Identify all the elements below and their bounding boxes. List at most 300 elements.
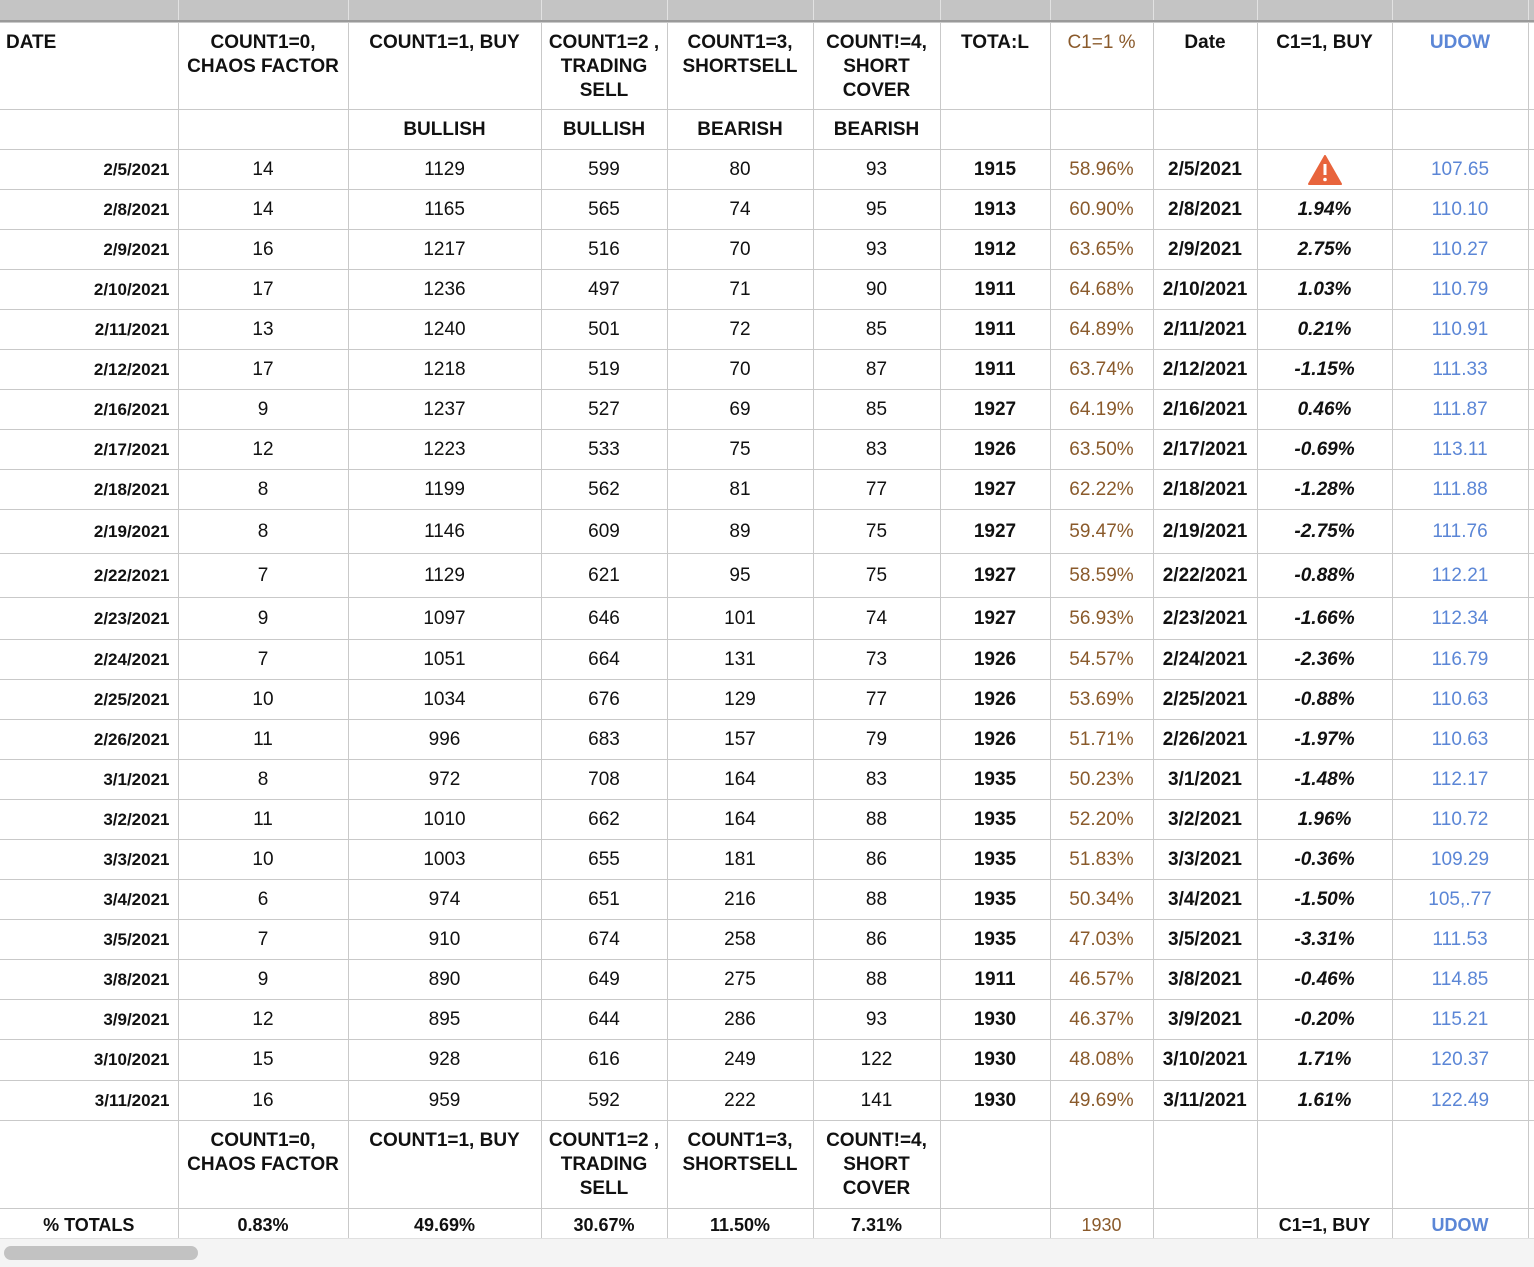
cell-count1[interactable]: 959 [348, 1081, 541, 1121]
cell-c1-pct[interactable]: 59.47% [1050, 510, 1153, 554]
header-date[interactable]: DATE [0, 23, 178, 110]
totals-label[interactable]: % TOTALS [0, 1209, 178, 1249]
cell-c1-pct[interactable]: 58.59% [1050, 554, 1153, 598]
header-extra[interactable] [1528, 23, 1534, 110]
cell-date[interactable]: 3/3/2021 [0, 840, 178, 880]
cell-count0[interactable]: 6 [178, 880, 348, 920]
cell-c1-pct[interactable]: 51.83% [1050, 840, 1153, 880]
cell-count3[interactable]: 258 [667, 920, 813, 960]
cell-c1-buy-change[interactable]: -1.50% [1257, 880, 1392, 920]
cell-count0[interactable]: 17 [178, 270, 348, 310]
cell-c1-buy-change[interactable]: -2.75% [1257, 510, 1392, 554]
cell-c1-buy-change[interactable]: 1.03% [1257, 270, 1392, 310]
cell-date2[interactable]: 2/22/2021 [1153, 554, 1257, 598]
cell-date2[interactable]: 2/11/2021 [1153, 310, 1257, 350]
cell-count2[interactable]: 646 [541, 598, 667, 640]
cell-count1[interactable]: 1236 [348, 270, 541, 310]
subheader-count3[interactable]: BEARISH [667, 110, 813, 150]
cell-count3[interactable]: 286 [667, 1000, 813, 1040]
cell-extra[interactable] [1528, 1000, 1534, 1040]
cell-count4[interactable]: 87 [813, 350, 940, 390]
cell-c1-buy-change[interactable]: -1.28% [1257, 470, 1392, 510]
cell-count4[interactable]: 86 [813, 840, 940, 880]
cell-date[interactable]: 2/12/2021 [0, 350, 178, 390]
cell-count2[interactable]: 649 [541, 960, 667, 1000]
cell-count0[interactable]: 13 [178, 310, 348, 350]
cell-count1[interactable]: 974 [348, 880, 541, 920]
cell-count0[interactable]: 16 [178, 230, 348, 270]
cell-udow[interactable]: 112.17 [1392, 760, 1528, 800]
cell-total[interactable]: 1927 [940, 470, 1050, 510]
cell-date[interactable]: 2/16/2021 [0, 390, 178, 430]
cell-count1[interactable]: 910 [348, 920, 541, 960]
cell-c1-pct[interactable]: 63.65% [1050, 230, 1153, 270]
cell-count4[interactable]: 95 [813, 190, 940, 230]
cell-count0[interactable]: 10 [178, 840, 348, 880]
cell-total[interactable]: 1930 [940, 1000, 1050, 1040]
cell-total[interactable]: 1913 [940, 190, 1050, 230]
cell-date2[interactable]: 3/8/2021 [1153, 960, 1257, 1000]
cell-count4[interactable]: 93 [813, 230, 940, 270]
cell-count4[interactable]: 73 [813, 640, 940, 680]
cell-count2[interactable]: 674 [541, 920, 667, 960]
cell-total[interactable]: 1935 [940, 920, 1050, 960]
cell-count4[interactable]: 83 [813, 430, 940, 470]
cell-total[interactable]: 1911 [940, 270, 1050, 310]
cell-count3[interactable]: 164 [667, 800, 813, 840]
totals-count3[interactable]: 11.50% [667, 1209, 813, 1249]
cell-count0[interactable]: 7 [178, 554, 348, 598]
cell-count1[interactable]: 1129 [348, 150, 541, 190]
cell-count2[interactable]: 516 [541, 230, 667, 270]
cell-c1-buy-change[interactable]: 2.75% [1257, 230, 1392, 270]
cell-date2[interactable]: 2/16/2021 [1153, 390, 1257, 430]
cell-count1[interactable]: 1010 [348, 800, 541, 840]
cell-count4[interactable]: 141 [813, 1081, 940, 1121]
cell-count4[interactable]: 74 [813, 598, 940, 640]
cell-date2[interactable]: 3/3/2021 [1153, 840, 1257, 880]
cell-extra[interactable] [1528, 310, 1534, 350]
cell-count3[interactable]: 70 [667, 230, 813, 270]
cell-c1-pct[interactable]: 47.03% [1050, 920, 1153, 960]
cell-date[interactable]: 3/10/2021 [0, 1040, 178, 1081]
subheader-blank[interactable] [940, 110, 1050, 150]
footer-header-count0[interactable]: COUNT1=0, CHAOS FACTOR [178, 1121, 348, 1209]
cell-count3[interactable]: 101 [667, 598, 813, 640]
cell-extra[interactable] [1528, 640, 1534, 680]
cell-udow[interactable]: 122.49 [1392, 1081, 1528, 1121]
cell-count2[interactable]: 683 [541, 720, 667, 760]
horizontal-scrollbar[interactable] [0, 1238, 1534, 1267]
cell-extra[interactable] [1528, 270, 1534, 310]
header-c1-buy[interactable]: C1=1, BUY [1257, 23, 1392, 110]
cell-total[interactable]: 1927 [940, 554, 1050, 598]
totals-udow[interactable]: UDOW [1392, 1209, 1528, 1249]
cell-count3[interactable]: 131 [667, 640, 813, 680]
cell-count0[interactable]: 16 [178, 1081, 348, 1121]
cell-count2[interactable]: 708 [541, 760, 667, 800]
footer-header-blank[interactable] [1050, 1121, 1153, 1209]
cell-extra[interactable] [1528, 430, 1534, 470]
totals-count0[interactable]: 0.83% [178, 1209, 348, 1249]
cell-count3[interactable]: 95 [667, 554, 813, 598]
cell-c1-pct[interactable]: 56.93% [1050, 598, 1153, 640]
cell-date[interactable]: 3/2/2021 [0, 800, 178, 840]
cell-udow[interactable]: 109.29 [1392, 840, 1528, 880]
cell-extra[interactable] [1528, 1040, 1534, 1081]
header-count1[interactable]: COUNT1=1, BUY [348, 23, 541, 110]
cell-count1[interactable]: 1051 [348, 640, 541, 680]
cell-count1[interactable]: 1237 [348, 390, 541, 430]
cell-total[interactable]: 1915 [940, 150, 1050, 190]
cell-date2[interactable]: 2/18/2021 [1153, 470, 1257, 510]
cell-c1-pct[interactable]: 63.50% [1050, 430, 1153, 470]
cell-extra[interactable] [1528, 190, 1534, 230]
cell-date2[interactable]: 2/9/2021 [1153, 230, 1257, 270]
cell-count1[interactable]: 1097 [348, 598, 541, 640]
cell-count4[interactable]: 88 [813, 880, 940, 920]
cell-count3[interactable]: 69 [667, 390, 813, 430]
cell-date2[interactable]: 2/12/2021 [1153, 350, 1257, 390]
cell-date[interactable]: 2/5/2021 [0, 150, 178, 190]
cell-count2[interactable]: 609 [541, 510, 667, 554]
cell-count0[interactable]: 9 [178, 598, 348, 640]
cell-count3[interactable]: 164 [667, 760, 813, 800]
footer-header-blank[interactable] [1257, 1121, 1392, 1209]
footer-header-blank[interactable] [940, 1121, 1050, 1209]
cell-c1-buy-change[interactable] [1257, 150, 1392, 190]
footer-header-count3[interactable]: COUNT1=3, SHORTSELL [667, 1121, 813, 1209]
cell-count2[interactable]: 616 [541, 1040, 667, 1081]
cell-extra[interactable] [1528, 390, 1534, 430]
cell-date[interactable]: 2/26/2021 [0, 720, 178, 760]
cell-c1-buy-change[interactable]: -0.36% [1257, 840, 1392, 880]
cell-date2[interactable]: 3/10/2021 [1153, 1040, 1257, 1081]
header-count2[interactable]: COUNT1=2 , TRADING SELL [541, 23, 667, 110]
footer-header-blank[interactable] [0, 1121, 178, 1209]
cell-date2[interactable]: 3/4/2021 [1153, 880, 1257, 920]
cell-c1-buy-change[interactable]: 1.96% [1257, 800, 1392, 840]
cell-udow[interactable]: 111.53 [1392, 920, 1528, 960]
cell-count1[interactable]: 1218 [348, 350, 541, 390]
cell-count3[interactable]: 72 [667, 310, 813, 350]
cell-count4[interactable]: 75 [813, 554, 940, 598]
cell-date[interactable]: 3/11/2021 [0, 1081, 178, 1121]
cell-count0[interactable]: 10 [178, 680, 348, 720]
cell-extra[interactable] [1528, 510, 1534, 554]
cell-date[interactable]: 3/8/2021 [0, 960, 178, 1000]
cell-count0[interactable]: 15 [178, 1040, 348, 1081]
cell-udow[interactable]: 110.72 [1392, 800, 1528, 840]
cell-c1-buy-change[interactable]: -1.15% [1257, 350, 1392, 390]
cell-c1-buy-change[interactable]: -1.66% [1257, 598, 1392, 640]
cell-count1[interactable]: 1146 [348, 510, 541, 554]
footer-header-count4[interactable]: COUNT!=4, SHORT COVER [813, 1121, 940, 1209]
cell-count4[interactable]: 77 [813, 680, 940, 720]
cell-count0[interactable]: 14 [178, 190, 348, 230]
cell-date2[interactable]: 2/5/2021 [1153, 150, 1257, 190]
cell-c1-pct[interactable]: 62.22% [1050, 470, 1153, 510]
cell-date[interactable]: 3/1/2021 [0, 760, 178, 800]
footer-header-count2[interactable]: COUNT1=2 , TRADING SELL [541, 1121, 667, 1209]
cell-count0[interactable]: 9 [178, 960, 348, 1000]
cell-c1-pct[interactable]: 46.57% [1050, 960, 1153, 1000]
cell-date[interactable]: 2/10/2021 [0, 270, 178, 310]
cell-count3[interactable]: 81 [667, 470, 813, 510]
cell-date[interactable]: 2/11/2021 [0, 310, 178, 350]
cell-count3[interactable]: 71 [667, 270, 813, 310]
cell-total[interactable]: 1926 [940, 640, 1050, 680]
cell-udow[interactable]: 116.79 [1392, 640, 1528, 680]
cell-total[interactable]: 1926 [940, 430, 1050, 470]
header-count3[interactable]: COUNT1=3, SHORTSELL [667, 23, 813, 110]
cell-c1-buy-change[interactable]: -0.88% [1257, 554, 1392, 598]
cell-date[interactable]: 3/9/2021 [0, 1000, 178, 1040]
cell-count1[interactable]: 1129 [348, 554, 541, 598]
cell-total[interactable]: 1912 [940, 230, 1050, 270]
cell-c1-buy-change[interactable]: -1.48% [1257, 760, 1392, 800]
cell-count0[interactable]: 8 [178, 470, 348, 510]
cell-count1[interactable]: 972 [348, 760, 541, 800]
cell-count1[interactable]: 996 [348, 720, 541, 760]
cell-date2[interactable]: 3/5/2021 [1153, 920, 1257, 960]
cell-date2[interactable]: 3/1/2021 [1153, 760, 1257, 800]
cell-extra[interactable] [1528, 1081, 1534, 1121]
cell-date[interactable]: 3/5/2021 [0, 920, 178, 960]
cell-date2[interactable]: 3/9/2021 [1153, 1000, 1257, 1040]
subheader-count4[interactable]: BEARISH [813, 110, 940, 150]
cell-udow[interactable]: 114.85 [1392, 960, 1528, 1000]
cell-count3[interactable]: 75 [667, 430, 813, 470]
cell-count2[interactable]: 599 [541, 150, 667, 190]
cell-date[interactable]: 2/22/2021 [0, 554, 178, 598]
cell-udow[interactable]: 115.21 [1392, 1000, 1528, 1040]
cell-date[interactable]: 2/8/2021 [0, 190, 178, 230]
cell-count2[interactable]: 527 [541, 390, 667, 430]
cell-count0[interactable]: 14 [178, 150, 348, 190]
cell-udow[interactable]: 107.65 [1392, 150, 1528, 190]
cell-c1-pct[interactable]: 54.57% [1050, 640, 1153, 680]
cell-extra[interactable] [1528, 920, 1534, 960]
cell-extra[interactable] [1528, 960, 1534, 1000]
subheader-blank[interactable] [1050, 110, 1153, 150]
cell-total[interactable]: 1935 [940, 840, 1050, 880]
cell-date2[interactable]: 3/2/2021 [1153, 800, 1257, 840]
cell-udow[interactable]: 111.33 [1392, 350, 1528, 390]
cell-count0[interactable]: 12 [178, 1000, 348, 1040]
cell-count0[interactable]: 7 [178, 640, 348, 680]
cell-date[interactable]: 2/19/2021 [0, 510, 178, 554]
cell-extra[interactable] [1528, 470, 1534, 510]
cell-total[interactable]: 1911 [940, 310, 1050, 350]
subheader-count2[interactable]: BULLISH [541, 110, 667, 150]
header-count0[interactable]: COUNT1=0, CHAOS FACTOR [178, 23, 348, 110]
cell-count2[interactable]: 501 [541, 310, 667, 350]
cell-count1[interactable]: 1199 [348, 470, 541, 510]
cell-extra[interactable] [1528, 150, 1534, 190]
cell-count2[interactable]: 662 [541, 800, 667, 840]
cell-udow[interactable]: 110.10 [1392, 190, 1528, 230]
cell-count3[interactable]: 275 [667, 960, 813, 1000]
totals-c1-buy[interactable]: C1=1, BUY [1257, 1209, 1392, 1249]
cell-total[interactable]: 1935 [940, 800, 1050, 840]
cell-total[interactable]: 1927 [940, 598, 1050, 640]
cell-count0[interactable]: 11 [178, 800, 348, 840]
cell-udow[interactable]: 111.88 [1392, 470, 1528, 510]
cell-c1-pct[interactable]: 50.23% [1050, 760, 1153, 800]
subheader-blank[interactable] [1392, 110, 1528, 150]
cell-count2[interactable]: 592 [541, 1081, 667, 1121]
footer-header-count1[interactable]: COUNT1=1, BUY [348, 1121, 541, 1209]
header-c1-pct[interactable]: C1=1 % [1050, 23, 1153, 110]
cell-c1-pct[interactable]: 53.69% [1050, 680, 1153, 720]
cell-udow[interactable]: 120.37 [1392, 1040, 1528, 1081]
cell-count0[interactable]: 11 [178, 720, 348, 760]
cell-total[interactable]: 1927 [940, 510, 1050, 554]
cell-count4[interactable]: 88 [813, 800, 940, 840]
totals-count2[interactable]: 30.67% [541, 1209, 667, 1249]
cell-extra[interactable] [1528, 880, 1534, 920]
cell-count4[interactable]: 85 [813, 390, 940, 430]
cell-count4[interactable]: 77 [813, 470, 940, 510]
cell-udow[interactable]: 110.63 [1392, 680, 1528, 720]
cell-count2[interactable]: 644 [541, 1000, 667, 1040]
subheader-count1[interactable]: BULLISH [348, 110, 541, 150]
cell-c1-pct[interactable]: 48.08% [1050, 1040, 1153, 1081]
cell-extra[interactable] [1528, 680, 1534, 720]
cell-count0[interactable]: 17 [178, 350, 348, 390]
cell-extra[interactable] [1528, 350, 1534, 390]
cell-extra[interactable] [1528, 760, 1534, 800]
cell-count2[interactable]: 562 [541, 470, 667, 510]
cell-count2[interactable]: 519 [541, 350, 667, 390]
subheader-blank[interactable] [1528, 110, 1534, 150]
cell-count1[interactable]: 1165 [348, 190, 541, 230]
cell-c1-buy-change[interactable]: -0.69% [1257, 430, 1392, 470]
totals-total[interactable]: 1930 [1050, 1209, 1153, 1249]
subheader-blank[interactable] [178, 110, 348, 150]
cell-count3[interactable]: 216 [667, 880, 813, 920]
cell-c1-pct[interactable]: 64.19% [1050, 390, 1153, 430]
cell-count2[interactable]: 497 [541, 270, 667, 310]
header-date2[interactable]: Date [1153, 23, 1257, 110]
subheader-blank[interactable] [1257, 110, 1392, 150]
cell-count4[interactable]: 90 [813, 270, 940, 310]
cell-total[interactable]: 1935 [940, 760, 1050, 800]
cell-c1-pct[interactable]: 60.90% [1050, 190, 1153, 230]
cell-total[interactable]: 1927 [940, 390, 1050, 430]
cell-date2[interactable]: 2/8/2021 [1153, 190, 1257, 230]
cell-date[interactable]: 2/9/2021 [0, 230, 178, 270]
cell-date2[interactable]: 2/23/2021 [1153, 598, 1257, 640]
cell-count4[interactable]: 83 [813, 760, 940, 800]
cell-c1-pct[interactable]: 50.34% [1050, 880, 1153, 920]
cell-date2[interactable]: 2/17/2021 [1153, 430, 1257, 470]
cell-udow[interactable]: 113.11 [1392, 430, 1528, 470]
cell-count3[interactable]: 89 [667, 510, 813, 554]
cell-extra[interactable] [1528, 598, 1534, 640]
cell-count3[interactable]: 74 [667, 190, 813, 230]
cell-count4[interactable]: 122 [813, 1040, 940, 1081]
cell-count3[interactable]: 80 [667, 150, 813, 190]
cell-date2[interactable]: 2/26/2021 [1153, 720, 1257, 760]
cell-count2[interactable]: 655 [541, 840, 667, 880]
cell-c1-buy-change[interactable]: -0.20% [1257, 1000, 1392, 1040]
cell-count3[interactable]: 181 [667, 840, 813, 880]
cell-udow[interactable]: 110.27 [1392, 230, 1528, 270]
cell-c1-buy-change[interactable]: 1.94% [1257, 190, 1392, 230]
header-count4[interactable]: COUNT!=4, SHORT COVER [813, 23, 940, 110]
cell-count1[interactable]: 1240 [348, 310, 541, 350]
cell-c1-buy-change[interactable]: 0.46% [1257, 390, 1392, 430]
cell-count1[interactable]: 895 [348, 1000, 541, 1040]
cell-count0[interactable]: 12 [178, 430, 348, 470]
cell-total[interactable]: 1926 [940, 720, 1050, 760]
cell-c1-buy-change[interactable]: -0.88% [1257, 680, 1392, 720]
cell-date[interactable]: 2/23/2021 [0, 598, 178, 640]
header-udow[interactable]: UDOW [1392, 23, 1528, 110]
cell-date2[interactable]: 3/11/2021 [1153, 1081, 1257, 1121]
cell-count2[interactable]: 664 [541, 640, 667, 680]
subheader-blank[interactable] [1153, 110, 1257, 150]
cell-udow[interactable]: 111.76 [1392, 510, 1528, 554]
cell-date2[interactable]: 2/24/2021 [1153, 640, 1257, 680]
cell-c1-pct[interactable]: 64.68% [1050, 270, 1153, 310]
cell-c1-buy-change[interactable]: 1.61% [1257, 1081, 1392, 1121]
cell-extra[interactable] [1528, 720, 1534, 760]
scrollbar-thumb[interactable] [4, 1246, 198, 1260]
cell-count4[interactable]: 93 [813, 1000, 940, 1040]
cell-count2[interactable]: 621 [541, 554, 667, 598]
cell-total[interactable]: 1935 [940, 880, 1050, 920]
cell-count1[interactable]: 1223 [348, 430, 541, 470]
cell-count2[interactable]: 565 [541, 190, 667, 230]
cell-count4[interactable]: 88 [813, 960, 940, 1000]
cell-count0[interactable]: 8 [178, 760, 348, 800]
cell-udow[interactable]: 112.21 [1392, 554, 1528, 598]
cell-udow[interactable]: 111.87 [1392, 390, 1528, 430]
cell-total[interactable]: 1930 [940, 1040, 1050, 1081]
cell-count4[interactable]: 75 [813, 510, 940, 554]
cell-total[interactable]: 1911 [940, 960, 1050, 1000]
cell-total[interactable]: 1930 [940, 1081, 1050, 1121]
cell-count3[interactable]: 70 [667, 350, 813, 390]
subheader-blank[interactable] [0, 110, 178, 150]
cell-count4[interactable]: 86 [813, 920, 940, 960]
cell-count2[interactable]: 676 [541, 680, 667, 720]
cell-c1-buy-change[interactable]: -2.36% [1257, 640, 1392, 680]
cell-date[interactable]: 2/25/2021 [0, 680, 178, 720]
totals-count1[interactable]: 49.69% [348, 1209, 541, 1249]
cell-count0[interactable]: 8 [178, 510, 348, 554]
cell-udow[interactable]: 105,.77 [1392, 880, 1528, 920]
footer-header-blank[interactable] [1153, 1121, 1257, 1209]
cell-c1-pct[interactable]: 51.71% [1050, 720, 1153, 760]
cell-count1[interactable]: 1034 [348, 680, 541, 720]
cell-count1[interactable]: 1217 [348, 230, 541, 270]
cell-count1[interactable]: 890 [348, 960, 541, 1000]
footer-header-blank[interactable] [1392, 1121, 1528, 1209]
cell-extra[interactable] [1528, 840, 1534, 880]
cell-c1-buy-change[interactable]: 1.71% [1257, 1040, 1392, 1081]
cell-c1-pct[interactable]: 49.69% [1050, 1081, 1153, 1121]
cell-udow[interactable]: 110.79 [1392, 270, 1528, 310]
cell-extra[interactable] [1528, 554, 1534, 598]
cell-c1-pct[interactable]: 63.74% [1050, 350, 1153, 390]
totals-count4[interactable]: 7.31% [813, 1209, 940, 1249]
cell-count0[interactable]: 9 [178, 390, 348, 430]
cell-count4[interactable]: 93 [813, 150, 940, 190]
